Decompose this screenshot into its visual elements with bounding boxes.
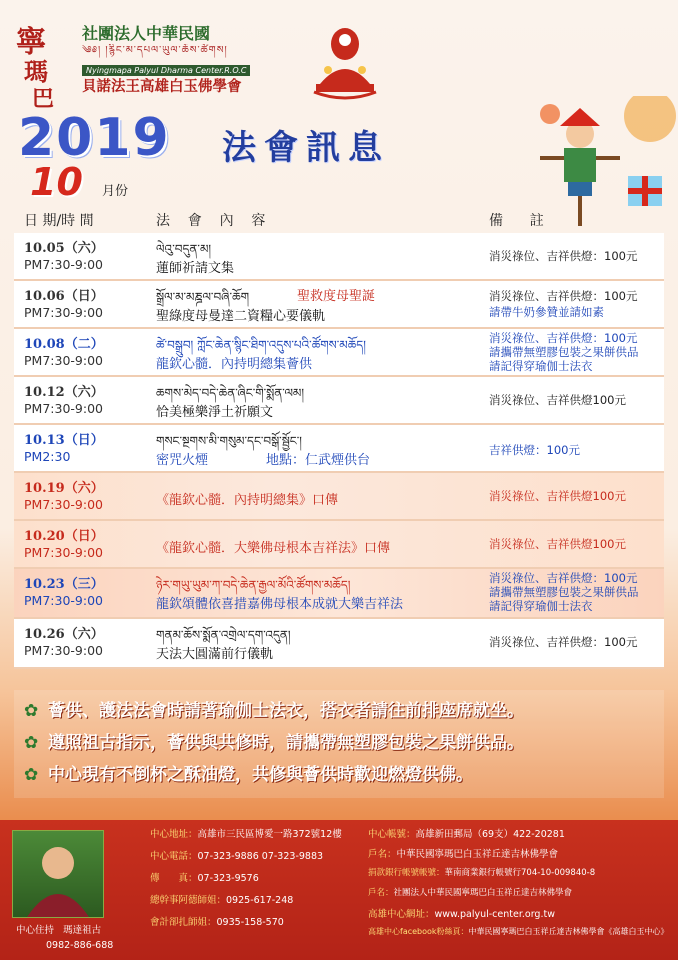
table-row (14, 521, 664, 569)
table-header (14, 206, 664, 232)
website-label: 高雄中心網址： (368, 909, 435, 920)
header-content: 法 會 內 容 (156, 213, 266, 229)
holder2-line (368, 886, 572, 898)
event-date: 10.23（三） (24, 577, 104, 592)
header-date-time: 日 期/時 間 (24, 213, 94, 229)
event-title: 龍欽心髓．內持明總集薈供 (156, 357, 313, 372)
secretary-phone: 0925-617-248 (226, 895, 294, 906)
address-line (150, 826, 342, 840)
svg-text:寧: 寧 (16, 25, 46, 60)
event-note: 請攜帶無塑膠包裝之果餅供品 (489, 585, 639, 599)
holder2: 社團法人中華民國寧瑪巴白玉祥丘達吉林佛學會 (393, 888, 573, 898)
holder-label: 戶名： (368, 849, 397, 860)
facebook-line (368, 926, 669, 937)
event-note: 消災祿位、吉祥供燈100元 (489, 537, 626, 551)
table-row (14, 473, 664, 521)
event-title: 《龍欽心髓．內持明總集》口傳 (156, 493, 339, 508)
address: 高雄市三民區博愛一路372號12樓 (197, 829, 342, 840)
event-note: 請記得穿瑜伽士法衣 (489, 359, 593, 373)
event-note: 消災祿位、吉祥供燈100元 (489, 489, 626, 503)
account: 高雄新田郵局（69支）422-20281 (415, 829, 565, 840)
calligraphy-logo (12, 18, 70, 114)
event-time: PM7:30-9:00 (24, 305, 103, 320)
org-tibetan: ༄༅། །རྙིང་མ་དཔལ་ཡུལ་ཆོས་ཚོགས། (82, 45, 228, 56)
event-title: 龍欽頌體依喜措嘉佛母根本成就大樂吉祥法 (156, 597, 404, 612)
event-date: 10.12（六） (24, 385, 104, 400)
page-title: 法會訊息 (222, 128, 390, 168)
event-date: 10.13（日） (24, 433, 104, 448)
table-row (14, 233, 664, 281)
event-tibetan: སྒྲོལ་མ་མཎྜལ་བཞི་ཆོག (156, 290, 250, 304)
svg-text:瑪: 瑪 (24, 57, 48, 86)
event-title: 《龍欽心髓．大樂佛母根本吉祥法》口傳 (156, 541, 391, 556)
account-label: 中心帳號： (368, 829, 416, 840)
notice-text: 中心現有不倒杯之酥油燈，共修與薈供時歡迎燃燈供佛。 (48, 765, 473, 785)
website: www.palyul-center.org.tw (434, 909, 555, 920)
event-time: PM7:30-9:00 (24, 353, 103, 368)
phone-label: 中心電話： (150, 851, 198, 862)
organization-block (82, 24, 310, 97)
accountant-label: 會計卻扎師姐： (150, 917, 217, 928)
event-tibetan: ཆགས་མེད་བདེ་ཆེན་ཞིང་གི་སྨོན་ལམ། (156, 386, 305, 400)
event-date: 10.19（六） (24, 481, 104, 496)
event-date: 10.20（日） (24, 529, 104, 544)
holder2-label: 戶名： (368, 888, 394, 898)
event-time: PM7:30-9:00 (24, 497, 103, 512)
facebook-label: 高雄中心facebook粉絲頁： (368, 927, 469, 936)
facebook: 中華民國寧瑪巴白玉祥丘達吉林佛學會《高雄白玉中心》 (468, 927, 669, 936)
donation: 華南商業銀行帳號行704-10-009840-8 (444, 868, 596, 878)
event-tibetan: ལེའུ་བདུན་མ། (156, 242, 212, 256)
event-note: 請記得穿瑜伽士法衣 (489, 599, 593, 613)
donation-line (368, 866, 595, 878)
event-title: 恰美極樂淨土祈願文 (156, 405, 274, 420)
event-note: 請帶牛奶參贊並請如素 (489, 305, 604, 319)
emblem-icon (306, 14, 384, 102)
fax: 07-323-9576 (197, 873, 259, 884)
notice-text: 薈供、護法法會時請著瑜伽士法衣，搭衣者請往前排座席就坐。 (48, 701, 524, 721)
event-title: 聖綠度母曼達二資糧心要儀軌 (156, 309, 326, 324)
table-row (14, 569, 664, 619)
event-time: PM7:30-9:00 (24, 257, 103, 272)
event-note: 消災祿位、吉祥供燈：100元 (489, 635, 638, 649)
lotus-icon: ✿ (24, 765, 39, 785)
event-note: 消災祿位、吉祥供燈：100元 (489, 571, 638, 585)
resident-phone: 0982-886-688 (46, 940, 114, 951)
event-title: 天法大圓滿前行儀軌 (156, 647, 274, 662)
event-time: PM7:30-9:00 (24, 401, 103, 416)
website-line (368, 906, 555, 920)
donation-label: 捐款銀行帳號帳號： (368, 868, 445, 878)
holder: 中華民國寧瑪巴白玉祥丘達吉林佛學會 (396, 849, 559, 860)
account-line (368, 826, 565, 840)
event-time: PM7:30-9:00 (24, 593, 103, 608)
event-date: 10.26（六） (24, 627, 104, 642)
event-date: 10.05（六） (24, 241, 104, 256)
event-title: 蓮師祈請文集 (156, 261, 235, 276)
notice-item (24, 696, 524, 721)
notice-item (24, 760, 473, 785)
month-number: 10 (30, 160, 83, 204)
svg-text:巴: 巴 (32, 86, 55, 112)
year: 2019 (18, 108, 171, 168)
event-note: 消災祿位、吉祥供燈：100元 (489, 331, 638, 345)
org-english: Nyingmapa Palyul Dharma Center.R.O.C (82, 65, 250, 76)
event-title: 密咒火煙 (156, 453, 209, 468)
table-row (14, 425, 664, 473)
resident-label-line (16, 922, 101, 936)
event-note: 消災祿位、吉祥供燈：100元 (489, 249, 638, 263)
event-tibetan: ཚེ་བསྒྲུབ། ཀློང་ཆེན་སྙིང་ཐིག་འདུས་པའི་ཚོགས་མཆོད། (156, 338, 366, 352)
fax-line (150, 870, 259, 884)
event-time: PM7:30-9:00 (24, 643, 103, 658)
month-unit: 月份 (102, 184, 129, 199)
event-note: 消災祿位、吉祥供燈100元 (489, 393, 626, 407)
event-date: 10.06（日） (24, 289, 104, 304)
table-row (14, 377, 664, 425)
accountant-line (150, 914, 284, 928)
table-row (14, 329, 664, 377)
event-note: 請攜帶無塑膠包裝之果餅供品 (489, 345, 639, 359)
resident-name: 瑪達祖古 (63, 925, 102, 936)
secretary-line (150, 892, 293, 906)
accountant-phone: 0935-158-570 (216, 917, 284, 928)
notices-panel (14, 690, 664, 798)
event-time: PM7:30-9:00 (24, 545, 103, 560)
secretary-label: 總幹事阿德師姐： (150, 895, 227, 906)
event-highlight: 聖救度母聖誕 (297, 289, 376, 304)
header-remarks: 備 註 (489, 213, 544, 229)
resident-label: 中心住持 (16, 925, 55, 936)
notice-item (24, 728, 524, 753)
event-note: 消災祿位、吉祥供燈：100元 (489, 289, 638, 303)
holder-line (368, 846, 558, 860)
phone-line (150, 848, 323, 862)
phone: 07-323-9886 07-323-9883 (197, 851, 324, 862)
notice-text: 遵照祖古指示，薈供與共修時，請攜帶無塑膠包裝之果餅供品。 (48, 733, 524, 753)
org-line2: 貝諾法王高雄白玉佛學會 (82, 78, 242, 95)
event-tibetan: གསང་སྔགས་མི་གསུམ་དང་བསྒོ་སྦྱོང་། (156, 434, 302, 448)
resident-photo (12, 830, 104, 918)
address-label: 中心地址： (150, 829, 198, 840)
event-note: 吉祥供燈：100元 (489, 443, 580, 457)
lotus-icon: ✿ (24, 733, 39, 753)
org-line1: 社團法人中華民國 (82, 24, 211, 43)
resident-portrait-icon (13, 831, 103, 917)
event-location: 地點：仁武煙供台 (266, 453, 371, 468)
fax-label: 傳 真： (150, 873, 198, 884)
event-time: PM2:30 (24, 449, 71, 464)
event-tibetan: གནམ་ཆོས་སྨོན་འགྲེལ་དག་འདུན། (156, 628, 291, 642)
table-row (14, 281, 664, 329)
event-tibetan: ཉེར་གཡུ་ཡུམ་ཀ་བདེ་ཆེན་རྒྱལ་མོའི་ཚོགས་མཆོད། (156, 578, 351, 592)
table-row (14, 619, 664, 669)
event-date: 10.08（二） (24, 337, 104, 352)
lotus-icon: ✿ (24, 701, 39, 721)
